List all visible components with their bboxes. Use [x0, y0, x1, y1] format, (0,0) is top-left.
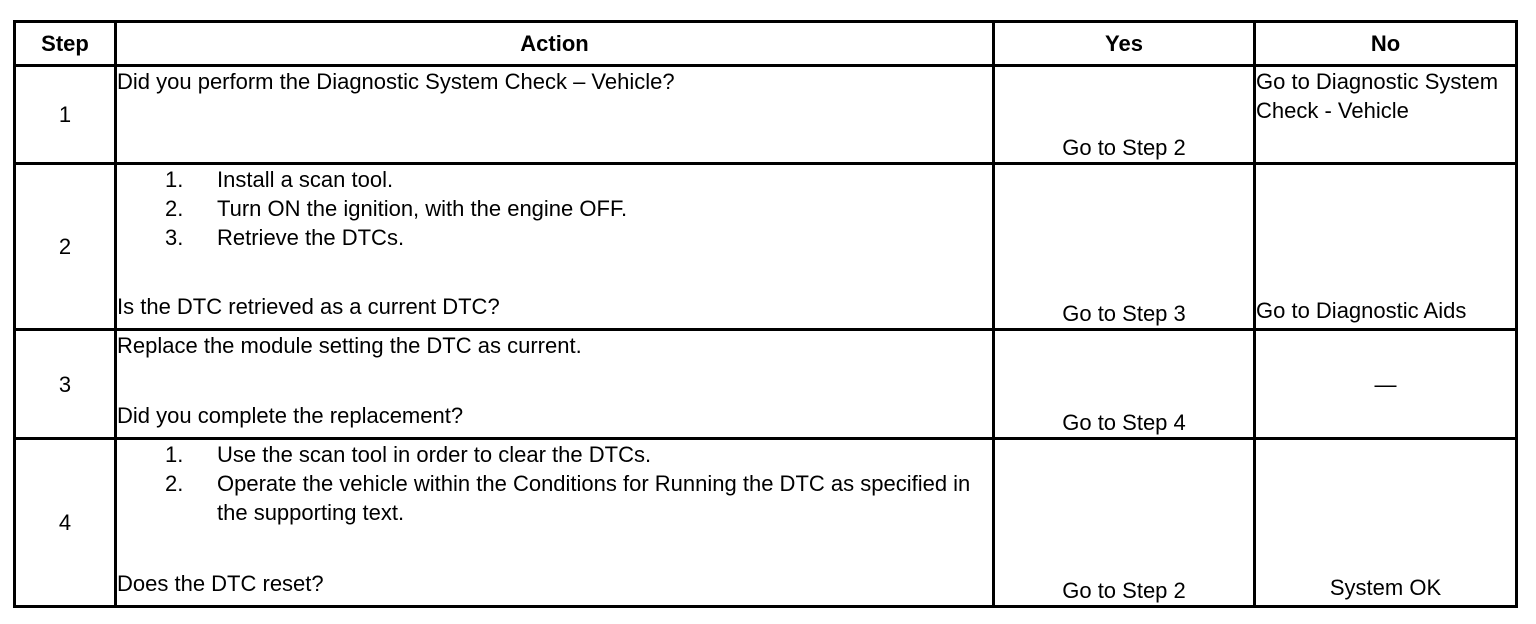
list-item-number: 1.	[165, 442, 184, 467]
list-item-text: Use the scan tool in order to clear the DTCs.	[217, 442, 652, 467]
no-cell: —	[1255, 330, 1517, 439]
action-cell	[116, 330, 994, 439]
no-cell: Go to Diagnostic Aids	[1255, 164, 1517, 330]
diagnostic-table	[13, 20, 1518, 608]
action-question: Did you complete the replacement?	[117, 403, 464, 428]
yes-cell: Go to Step 4	[994, 330, 1255, 439]
action-cell	[116, 164, 994, 330]
step-number: 2	[15, 164, 116, 330]
table-row	[15, 330, 1517, 439]
list-item	[117, 194, 992, 223]
header-step: Step	[15, 22, 116, 66]
list-item-text: Operate the vehicle within the Conditions for Running the DTC as specified in the supporting text.	[217, 471, 971, 525]
list-item-text: Retrieve the DTCs.	[217, 225, 405, 250]
list-item	[117, 469, 992, 527]
table-row	[15, 66, 1517, 164]
header-yes: Yes	[994, 22, 1255, 66]
action-question: Is the DTC retrieved as a current DTC?	[117, 294, 500, 319]
list-item	[117, 223, 992, 252]
table-row	[15, 439, 1517, 607]
list-item	[117, 165, 992, 194]
list-item-number: 1.	[165, 167, 184, 192]
yes-cell: Go to Step 2	[994, 439, 1255, 607]
yes-cell: Go to Step 2	[994, 66, 1255, 164]
list-item	[117, 440, 992, 469]
table-header-row	[15, 22, 1517, 66]
no-cell: System OK	[1255, 439, 1517, 607]
action-cell	[116, 439, 994, 607]
table-row	[15, 164, 1517, 330]
step-number: 1	[15, 66, 116, 164]
header-no: No	[1255, 22, 1517, 66]
action-steps-list	[117, 440, 992, 527]
action-text: Did you perform the Diagnostic System Check – Vehicle?	[117, 69, 675, 94]
header-action: Action	[116, 22, 994, 66]
list-item-number: 2.	[165, 196, 184, 221]
action-cell	[116, 66, 994, 164]
list-item-number: 2.	[165, 471, 184, 496]
action-steps-list	[117, 165, 992, 252]
action-question: Does the DTC reset?	[117, 571, 324, 596]
list-item-number: 3.	[165, 225, 184, 250]
step-number: 4	[15, 439, 116, 607]
list-item-text: Install a scan tool.	[217, 167, 394, 192]
step-number: 3	[15, 330, 116, 439]
yes-cell: Go to Step 3	[994, 164, 1255, 330]
no-cell: Go to Diagnostic System Check - Vehicle	[1255, 66, 1517, 164]
list-item-text: Turn ON the ignition, with the engine OFF.	[217, 196, 628, 221]
action-text: Replace the module setting the DTC as current.	[117, 333, 582, 358]
